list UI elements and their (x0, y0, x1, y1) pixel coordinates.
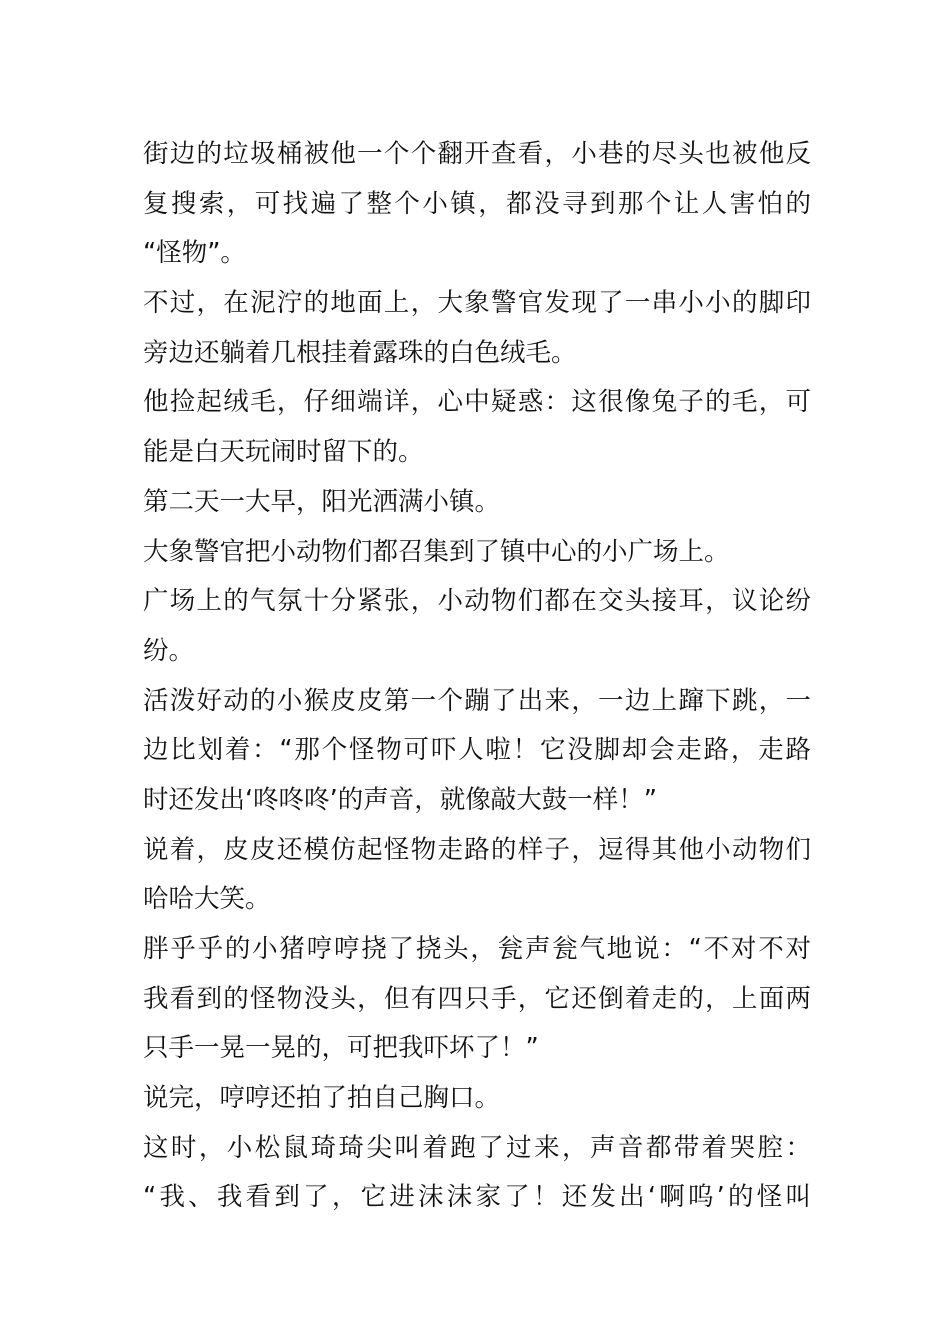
text-line: 时还发出‘咚咚咚’的声音，就像敲大鼓一样！” (143, 784, 657, 815)
text-line: 大象警官把小动物们都召集到了镇中心的小广场上。 (143, 536, 730, 567)
text-line: 能是白天玩闹时留下的。 (143, 437, 424, 468)
text-line: 胖乎乎的小猪哼哼挠了挠头，瓮声瓮气地说：“不对不对 (143, 934, 811, 964)
text-line: “怪物”。 (143, 238, 246, 269)
text-line: 边比划着：“那个怪物可吓人啦！它没脚却会走路，走路 (143, 735, 811, 766)
text-line: 不过，在泥泞的地面上，大象警官发现了一串小小的脚印 (143, 288, 811, 319)
story-text (143, 130, 811, 1223)
text-line: 哈哈大笑。 (143, 884, 271, 915)
text-line: 旁边还躺着几根挂着露珠的白色绒毛。 (143, 337, 577, 368)
text-line: 活泼好动的小猴皮皮第一个蹦了出来，一边上蹿下跳，一 (143, 685, 811, 716)
text-line: 广场上的气氛十分紧张，小动物们都在交头接耳，议论纷 (143, 586, 811, 617)
text-line: 他捡起绒毛，仔细端详，心中疑惑：这很像兔子的毛，可 (143, 387, 811, 418)
text-line: 只手一晃一晃的，可把我吓坏了！” (143, 1033, 539, 1064)
text-line: 说完，哼哼还拍了拍自己胸口。 (143, 1083, 501, 1114)
text-line: 复搜索，可找遍了整个小镇，都没寻到那个让人害怕的 (143, 188, 811, 219)
text-line: 第二天一大早，阳光洒满小镇。 (143, 486, 501, 517)
text-line: 说着，皮皮还模仿起怪物走路的样子，逗得其他小动物们 (143, 834, 811, 865)
text-line: 这时，小松鼠琦琦尖叫着跑了过来，声音都带着哭腔： (143, 1132, 811, 1163)
text-line: 我看到的怪物没头，但有四只手，它还倒着走的，上面两 (143, 983, 811, 1014)
text-line: 街边的垃圾桶被他一个个翻开查看，小巷的尽头也被他反 (143, 139, 811, 169)
text-line: “我、我看到了，它进沫沫家了！还发出‘啊呜’的怪叫 (143, 1182, 811, 1213)
text-line: 纷。 (143, 635, 195, 666)
